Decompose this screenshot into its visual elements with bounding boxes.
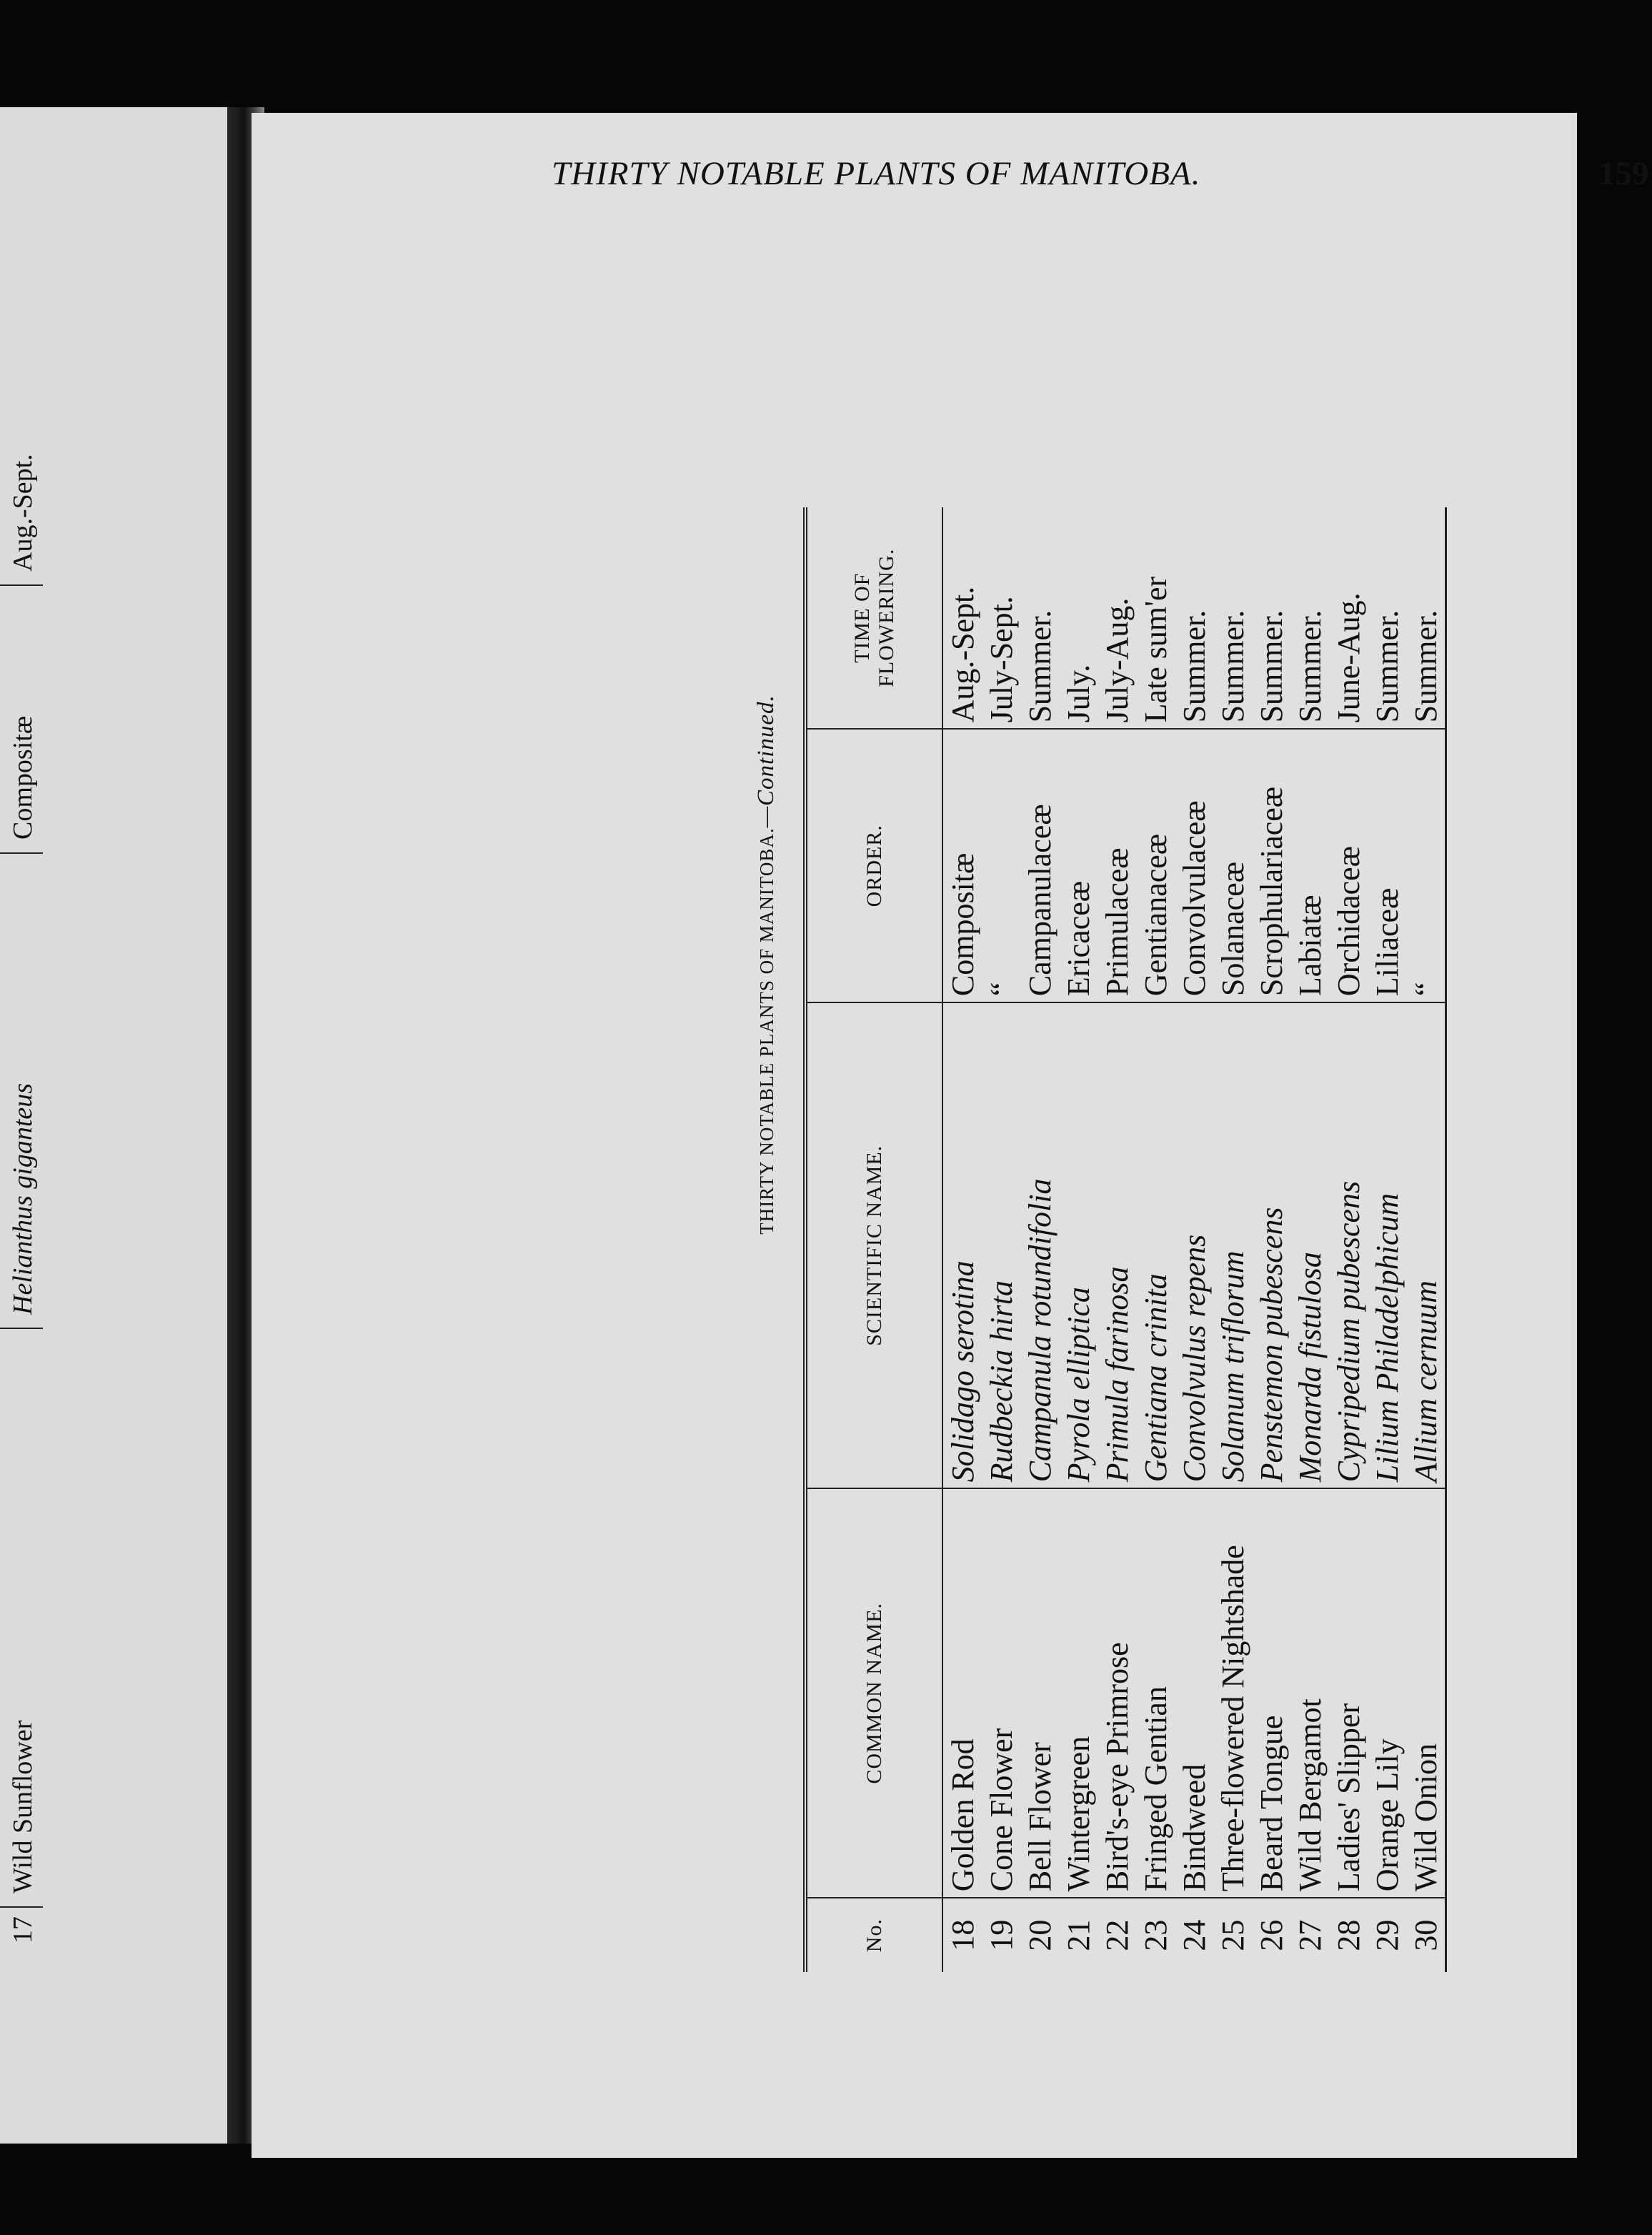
time-of-flowering-cell: July-Aug.: [1099, 597, 1135, 723]
col-header-order: ORDER.: [805, 729, 942, 1002]
row-number: 18: [942, 1898, 982, 1972]
table-title: [753, 614, 780, 1315]
page-number: 159: [1598, 155, 1649, 192]
row-number: 27: [1290, 1898, 1329, 1972]
table-row: [1175, 507, 1213, 1972]
time-of-flowering-cell: Summer.: [1253, 609, 1289, 723]
order-cell: Campanulaceæ: [1020, 729, 1059, 1002]
row-number: 20: [1020, 1898, 1059, 1972]
common-name-cell: Fringed Gentian: [1136, 1488, 1175, 1898]
time-of-flowering-cell: Summer.: [1406, 507, 1446, 729]
scientific-name-cell: Lilium Philadelphicum: [1368, 1002, 1406, 1488]
row-number: 28: [1329, 1898, 1368, 1972]
left-order: Compositæ: [8, 715, 38, 840]
table-title-main: THIRTY NOTABLE PLANTS OF MANITOBA.: [756, 827, 777, 1235]
common-name-cell: Bird's-eye Primrose: [1098, 1488, 1136, 1898]
table-row: [1020, 507, 1059, 1972]
running-header: [552, 154, 1652, 193]
table-row: [1252, 507, 1290, 1972]
left-common-name: Wild Sunflower: [8, 1720, 38, 1893]
row-number: 21: [1059, 1898, 1098, 1972]
rotated-page-content: [252, 113, 1577, 2158]
row-number: 22: [1098, 1898, 1136, 1972]
table-row: [942, 507, 982, 1972]
table-row: [1329, 507, 1368, 1972]
order-cell: Liliaceæ: [1368, 729, 1406, 1002]
common-name-cell: Beard Tongue: [1252, 1488, 1290, 1898]
order-cell: Primulaceæ: [1098, 729, 1136, 1002]
right-page: [252, 113, 1649, 2158]
scientific-name-cell: Solidago serotina: [942, 1002, 982, 1488]
scientific-name-cell: Primula farinosa: [1098, 1002, 1136, 1488]
table-row: [1290, 507, 1329, 1972]
scientific-name-cell: Penstemon pubescens: [1252, 1002, 1290, 1488]
scientific-name-cell: Solanum triflorum: [1213, 1002, 1252, 1488]
time-of-flowering-cell: July.: [1060, 664, 1096, 723]
time-of-flowering-cell: Aug.-Sept.: [945, 586, 980, 723]
time-of-flowering-cell: Summer.: [1176, 609, 1212, 723]
order-cell: Scrophulariaceæ: [1252, 729, 1290, 1002]
common-name-cell: Three-flowered Nightshade: [1213, 1488, 1252, 1898]
left-scientific-name: Helianthus giganteus: [8, 1082, 38, 1315]
table-title-suffix: —Continued.: [753, 695, 779, 828]
order-cell: “: [1406, 729, 1446, 1002]
order-cell: Solanaceæ: [1213, 729, 1252, 1002]
order-cell: Labiatæ: [1290, 729, 1329, 1002]
common-name-cell: Cone Flower: [982, 1488, 1020, 1898]
time-of-flowering-cell: Summer.: [1292, 609, 1328, 723]
order-cell: Gentianaceæ: [1136, 729, 1175, 1002]
left-rule-4: [0, 584, 43, 586]
row-number: 26: [1252, 1898, 1290, 1972]
common-name-cell: Golden Rod: [942, 1488, 982, 1898]
table-row: [1059, 507, 1098, 1972]
common-name-cell: Bindweed: [1175, 1488, 1213, 1898]
common-name-cell: Wild Bergamot: [1290, 1488, 1329, 1898]
scientific-name-cell: Pyrola elliptica: [1059, 1002, 1098, 1488]
time-of-flowering-cell: Summer.: [1215, 609, 1250, 723]
table-header-row: [805, 507, 942, 1972]
order-cell: “: [982, 729, 1020, 1002]
table-row: [1213, 507, 1252, 1972]
row-number: 29: [1368, 1898, 1406, 1972]
time-of-flowering-cell: Summer.: [1022, 609, 1058, 723]
row-number: 19: [982, 1898, 1020, 1972]
running-header-title: THIRTY NOTABLE PLANTS OF MANITOBA.: [552, 155, 1201, 192]
table-row: [1098, 507, 1136, 1972]
col-header-no: No.: [805, 1898, 942, 1972]
left-rule-3: [0, 852, 43, 854]
time-of-flowering-cell: July-Sept.: [983, 596, 1019, 723]
order-cell: Convolvulaceæ: [1175, 729, 1213, 1002]
row-number: 23: [1136, 1898, 1175, 1972]
time-of-flowering-cell: Late sum'er: [1138, 576, 1173, 723]
row-number: 24: [1175, 1898, 1213, 1972]
col-header-time-of-flowering: TIME OF FLOWERING.: [805, 507, 942, 729]
left-time: Aug.-Sept.: [8, 454, 38, 572]
common-name-cell: Ladies' Slipper: [1329, 1488, 1368, 1898]
left-rule-2: [0, 1328, 43, 1329]
table-row: [1136, 507, 1175, 1972]
col-header-scientific-name: SCIENTIFIC NAME.: [805, 1002, 942, 1488]
common-name-cell: Wild Onion: [1406, 1488, 1446, 1898]
common-name-cell: Wintergreen: [1059, 1488, 1098, 1898]
scientific-name-cell: Cypripedium pubescens: [1329, 1002, 1368, 1488]
row-number: 25: [1213, 1898, 1252, 1972]
order-cell: Orchidaceæ: [1329, 729, 1368, 1002]
plants-table: [803, 507, 1447, 1972]
scientific-name-cell: Campanula rotundifolia: [1020, 1002, 1059, 1488]
scientific-name-cell: Gentiana crinita: [1136, 1002, 1175, 1488]
common-name-cell: Orange Lily: [1368, 1488, 1406, 1898]
table-row: [982, 507, 1020, 1972]
left-row-number: 17: [8, 1916, 38, 1943]
scientific-name-cell: Monarda fistulosa: [1290, 1002, 1329, 1488]
row-number: 30: [1406, 1898, 1446, 1972]
order-cell: Ericaceæ: [1059, 729, 1098, 1002]
left-page-rotated-row: [0, 107, 236, 2144]
time-of-flowering-cell: Summer.: [1369, 609, 1405, 723]
table-row: [1406, 507, 1446, 1972]
common-name-cell: Bell Flower: [1020, 1488, 1059, 1898]
scientific-name-cell: Convolvulus repens: [1175, 1002, 1213, 1488]
scientific-name-cell: Rudbeckia hirta: [982, 1002, 1020, 1488]
time-of-flowering-cell: June-Aug.: [1330, 592, 1366, 723]
left-rule-1: [0, 1906, 43, 1908]
scientific-name-cell: Allium cernuum: [1406, 1002, 1446, 1488]
table-row: [1368, 507, 1406, 1972]
order-cell: Compositæ: [942, 729, 982, 1002]
col-header-common-name: COMMON NAME.: [805, 1488, 942, 1898]
table-body: [942, 507, 1446, 1972]
